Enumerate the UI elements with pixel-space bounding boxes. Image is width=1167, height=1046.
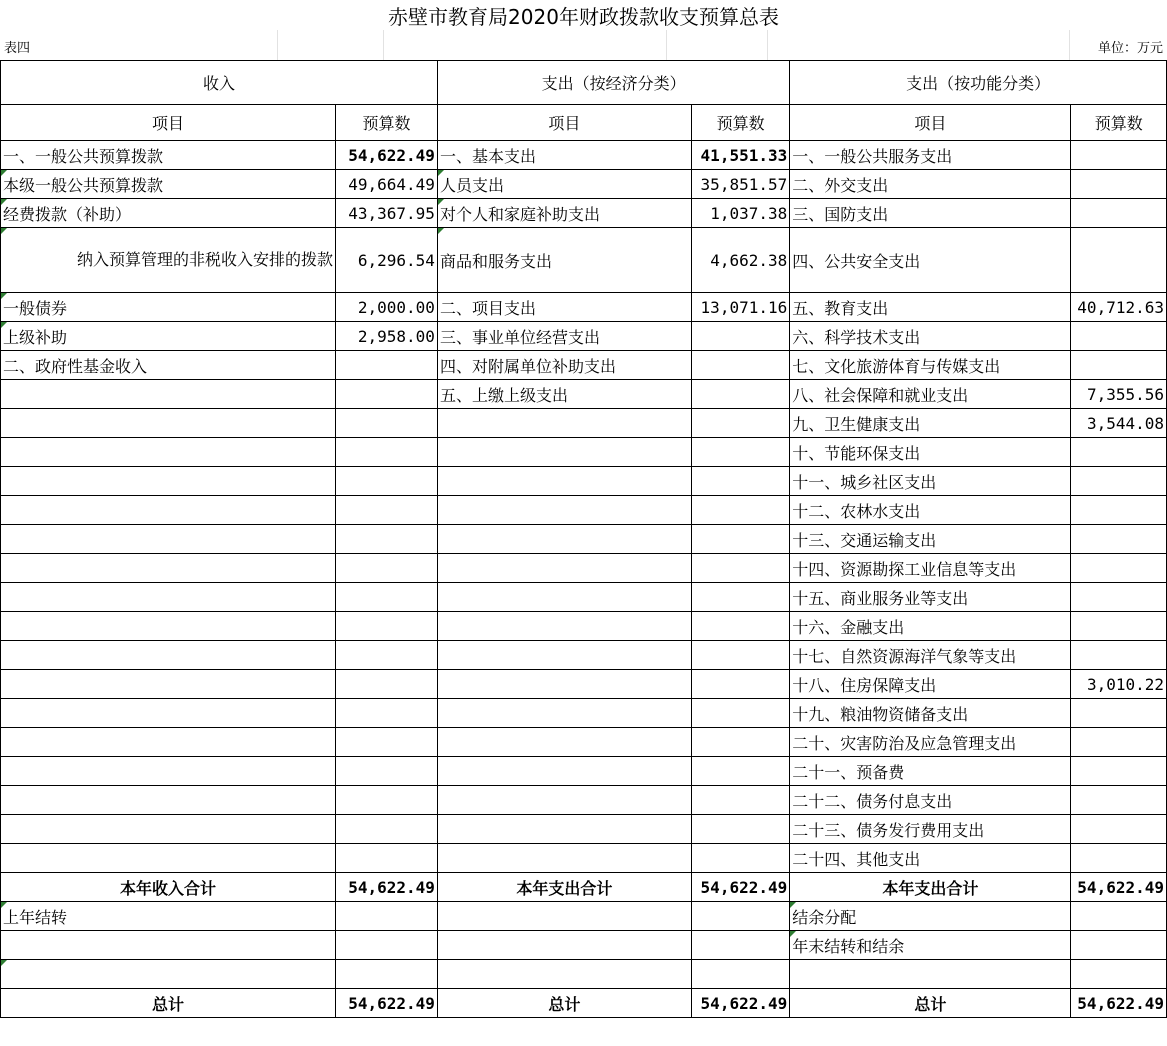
func-amount (1071, 554, 1167, 583)
income-total-amount: 54,622.49 (336, 989, 438, 1018)
income-amount (336, 409, 438, 438)
table-row (1, 409, 1167, 438)
econ-item (437, 409, 691, 438)
econ-subtotal-label: 本年支出合计 (437, 873, 691, 902)
func-amount (1071, 438, 1167, 467)
income-item (1, 612, 336, 641)
gridline (1069, 30, 1070, 60)
econ-item (437, 583, 691, 612)
func-amount (1071, 699, 1167, 728)
econ-item (437, 525, 691, 554)
func-item: 八、社会保障和就业支出 (790, 380, 1071, 409)
table-row (1, 170, 1167, 199)
econ-amount (691, 902, 789, 931)
func-item: 结余分配 (790, 902, 1071, 931)
econ-item (437, 670, 691, 699)
econ-item: 对个人和家庭补助支出 (437, 199, 691, 228)
econ-item (437, 438, 691, 467)
econ-item (437, 467, 691, 496)
table-row (1, 757, 1167, 786)
income-item (1, 815, 336, 844)
page-title: 赤壁市教育局2020年财政拨款收支预算总表 (388, 5, 779, 29)
econ-amount (691, 844, 789, 873)
table-row (1, 496, 1167, 525)
table-row (1, 322, 1167, 351)
econ-amount (691, 641, 789, 670)
econ-amount: 4,662.38 (691, 228, 789, 293)
func-item: 年末结转和结余 (790, 931, 1071, 960)
econ-amount (691, 322, 789, 351)
income-item (1, 438, 336, 467)
col-item: 项目 (790, 105, 1071, 141)
income-amount: 2,000.00 (336, 293, 438, 322)
func-item: 九、卫生健康支出 (790, 409, 1071, 438)
table-row (1, 728, 1167, 757)
func-amount (1071, 612, 1167, 641)
income-amount (336, 844, 438, 873)
table-row (1, 525, 1167, 554)
gridline (383, 30, 384, 60)
income-amount (336, 786, 438, 815)
econ-item (437, 786, 691, 815)
econ-amount (691, 496, 789, 525)
income-amount (336, 467, 438, 496)
func-item: 十六、金融支出 (790, 612, 1071, 641)
func-amount (1071, 228, 1167, 293)
gridline (767, 30, 768, 60)
income-item (1, 728, 336, 757)
table-row (1, 467, 1167, 496)
func-amount (1071, 960, 1167, 989)
col-budget: 预算数 (336, 105, 438, 141)
econ-amount (691, 438, 789, 467)
func-item: 二十一、预备费 (790, 757, 1071, 786)
income-item (1, 960, 336, 989)
income-amount (336, 380, 438, 409)
income-amount (336, 728, 438, 757)
table-row (1, 228, 1167, 293)
table-row (1, 815, 1167, 844)
income-amount (336, 670, 438, 699)
func-amount (1071, 931, 1167, 960)
table-row (1, 844, 1167, 873)
income-amount (336, 699, 438, 728)
income-item: 上级补助 (1, 322, 336, 351)
func-amount (1071, 351, 1167, 380)
col-budget: 预算数 (1071, 105, 1167, 141)
econ-item (437, 960, 691, 989)
econ-item: 一、基本支出 (437, 141, 691, 170)
econ-amount (691, 467, 789, 496)
func-amount: 40,712.63 (1071, 293, 1167, 322)
table-row (1, 554, 1167, 583)
gridline (666, 30, 667, 60)
econ-item: 三、事业单位经营支出 (437, 322, 691, 351)
econ-item (437, 554, 691, 583)
econ-amount (691, 931, 789, 960)
func-item: 六、科学技术支出 (790, 322, 1071, 351)
func-amount (1071, 141, 1167, 170)
table-row (1, 670, 1167, 699)
income-item: 上年结转 (1, 902, 336, 931)
income-item (1, 554, 336, 583)
econ-amount: 41,551.33 (691, 141, 789, 170)
func-item: 十三、交通运输支出 (790, 525, 1071, 554)
table-row (1, 583, 1167, 612)
table-row (1, 960, 1167, 989)
func-subtotal-amount: 54,622.49 (1071, 873, 1167, 902)
col-item: 项目 (437, 105, 691, 141)
gridline (277, 30, 278, 60)
func-amount (1071, 844, 1167, 873)
income-item (1, 786, 336, 815)
econ-amount: 1,037.38 (691, 199, 789, 228)
func-total-label: 总计 (790, 989, 1071, 1018)
func-amount (1071, 786, 1167, 815)
table-row (1, 699, 1167, 728)
econ-amount (691, 409, 789, 438)
func-amount (1071, 583, 1167, 612)
econ-amount (691, 380, 789, 409)
econ-amount (691, 786, 789, 815)
section-header-row (1, 61, 1167, 105)
income-amount (336, 525, 438, 554)
econ-item: 二、项目支出 (437, 293, 691, 322)
income-amount (336, 583, 438, 612)
income-amount (336, 815, 438, 844)
func-amount (1071, 322, 1167, 351)
func-item: 五、教育支出 (790, 293, 1071, 322)
table-row (1, 612, 1167, 641)
income-item (1, 496, 336, 525)
econ-amount (691, 583, 789, 612)
econ-amount (691, 728, 789, 757)
func-amount: 3,010.22 (1071, 670, 1167, 699)
table-row (1, 199, 1167, 228)
func-total-amount: 54,622.49 (1071, 989, 1167, 1018)
table-row (1, 380, 1167, 409)
econ-item: 四、对附属单位补助支出 (437, 351, 691, 380)
func-amount (1071, 199, 1167, 228)
income-item (1, 844, 336, 873)
econ-item (437, 757, 691, 786)
econ-item (437, 612, 691, 641)
table-row (1, 141, 1167, 170)
func-amount (1071, 496, 1167, 525)
econ-item (437, 728, 691, 757)
income-amount (336, 496, 438, 525)
income-item: 纳入预算管理的非税收入安排的拨款 (1, 228, 336, 293)
func-item: 四、公共安全支出 (790, 228, 1071, 293)
income-amount (336, 612, 438, 641)
econ-total-amount: 54,622.49 (691, 989, 789, 1018)
func-item: 十七、自然资源海洋气象等支出 (790, 641, 1071, 670)
econ-expense-header: 支出（按经济分类） (437, 61, 789, 105)
econ-item (437, 931, 691, 960)
func-item: 二十、灾害防治及应急管理支出 (790, 728, 1071, 757)
econ-total-label: 总计 (437, 989, 691, 1018)
income-item (1, 380, 336, 409)
econ-item (437, 844, 691, 873)
econ-item (437, 699, 691, 728)
income-total-label: 总计 (1, 989, 336, 1018)
func-item: 二、外交支出 (790, 170, 1071, 199)
income-subtotal-amount: 54,622.49 (336, 873, 438, 902)
table-row (1, 641, 1167, 670)
econ-amount (691, 815, 789, 844)
econ-item (437, 496, 691, 525)
unit-label: 单位：万元 (1097, 41, 1163, 56)
econ-item (437, 815, 691, 844)
func-amount (1071, 902, 1167, 931)
table-row (1, 438, 1167, 467)
income-item (1, 525, 336, 554)
func-item: 十一、城乡社区支出 (790, 467, 1071, 496)
income-item: 二、政府性基金收入 (1, 351, 336, 380)
func-item: 十五、商业服务业等支出 (790, 583, 1071, 612)
column-header-row (1, 105, 1167, 141)
income-item (1, 699, 336, 728)
table-row (1, 351, 1167, 380)
func-amount (1071, 815, 1167, 844)
income-amount (336, 438, 438, 467)
col-item: 项目 (1, 105, 336, 141)
func-item: 十八、住房保障支出 (790, 670, 1071, 699)
income-amount (336, 960, 438, 989)
func-amount (1071, 467, 1167, 496)
econ-amount (691, 757, 789, 786)
func-item: 二十二、债务付息支出 (790, 786, 1071, 815)
func-amount (1071, 641, 1167, 670)
func-amount: 7,355.56 (1071, 380, 1167, 409)
total-row (1, 989, 1167, 1018)
econ-amount (691, 699, 789, 728)
econ-item: 人员支出 (437, 170, 691, 199)
income-amount (336, 641, 438, 670)
income-item (1, 467, 336, 496)
income-amount: 43,367.95 (336, 199, 438, 228)
income-item: 一般债券 (1, 293, 336, 322)
func-item: 十四、资源勘探工业信息等支出 (790, 554, 1071, 583)
income-item (1, 931, 336, 960)
func-subtotal-label: 本年支出合计 (790, 873, 1071, 902)
func-item: 十、节能环保支出 (790, 438, 1071, 467)
func-item: 二十三、债务发行费用支出 (790, 815, 1071, 844)
econ-item (437, 902, 691, 931)
func-expense-header: 支出（按功能分类） (790, 61, 1167, 105)
econ-amount (691, 670, 789, 699)
table-row (1, 293, 1167, 322)
econ-subtotal-amount: 54,622.49 (691, 873, 789, 902)
econ-amount (691, 960, 789, 989)
table-row (1, 786, 1167, 815)
income-subtotal-label: 本年收入合计 (1, 873, 336, 902)
func-item: 一、一般公共服务支出 (790, 141, 1071, 170)
income-amount: 2,958.00 (336, 322, 438, 351)
table-row (1, 931, 1167, 960)
income-amount (336, 931, 438, 960)
income-amount (336, 902, 438, 931)
income-amount: 54,622.49 (336, 141, 438, 170)
income-item: 本级一般公共预算拨款 (1, 170, 336, 199)
table-number: 表四 (4, 41, 31, 56)
income-item (1, 757, 336, 786)
income-item: 经费拨款（补助） (1, 199, 336, 228)
func-item: 七、文化旅游体育与传媒支出 (790, 351, 1071, 380)
income-amount: 6,296.54 (336, 228, 438, 293)
econ-item: 五、上缴上级支出 (437, 380, 691, 409)
func-amount (1071, 728, 1167, 757)
income-amount (336, 757, 438, 786)
func-amount (1071, 525, 1167, 554)
econ-amount (691, 525, 789, 554)
income-item (1, 670, 336, 699)
income-item (1, 583, 336, 612)
econ-amount (691, 351, 789, 380)
income-amount (336, 554, 438, 583)
func-item: 三、国防支出 (790, 199, 1071, 228)
income-amount: 49,664.49 (336, 170, 438, 199)
subtotal-row (1, 873, 1167, 902)
func-item: 十九、粮油物资储备支出 (790, 699, 1071, 728)
budget-table (0, 60, 1167, 1018)
income-item: 一、一般公共预算拨款 (1, 141, 336, 170)
econ-item (437, 641, 691, 670)
func-amount (1071, 170, 1167, 199)
econ-item: 商品和服务支出 (437, 228, 691, 293)
income-header: 收入 (1, 61, 438, 105)
econ-amount: 13,071.16 (691, 293, 789, 322)
income-item (1, 641, 336, 670)
table-row (1, 902, 1167, 931)
func-amount: 3,544.08 (1071, 409, 1167, 438)
econ-amount (691, 612, 789, 641)
func-item: 二十四、其他支出 (790, 844, 1071, 873)
econ-amount: 35,851.57 (691, 170, 789, 199)
col-budget: 预算数 (691, 105, 789, 141)
income-amount (336, 351, 438, 380)
func-amount (1071, 757, 1167, 786)
income-item (1, 409, 336, 438)
func-item: 十二、农林水支出 (790, 496, 1071, 525)
econ-amount (691, 554, 789, 583)
func-item (790, 960, 1071, 989)
